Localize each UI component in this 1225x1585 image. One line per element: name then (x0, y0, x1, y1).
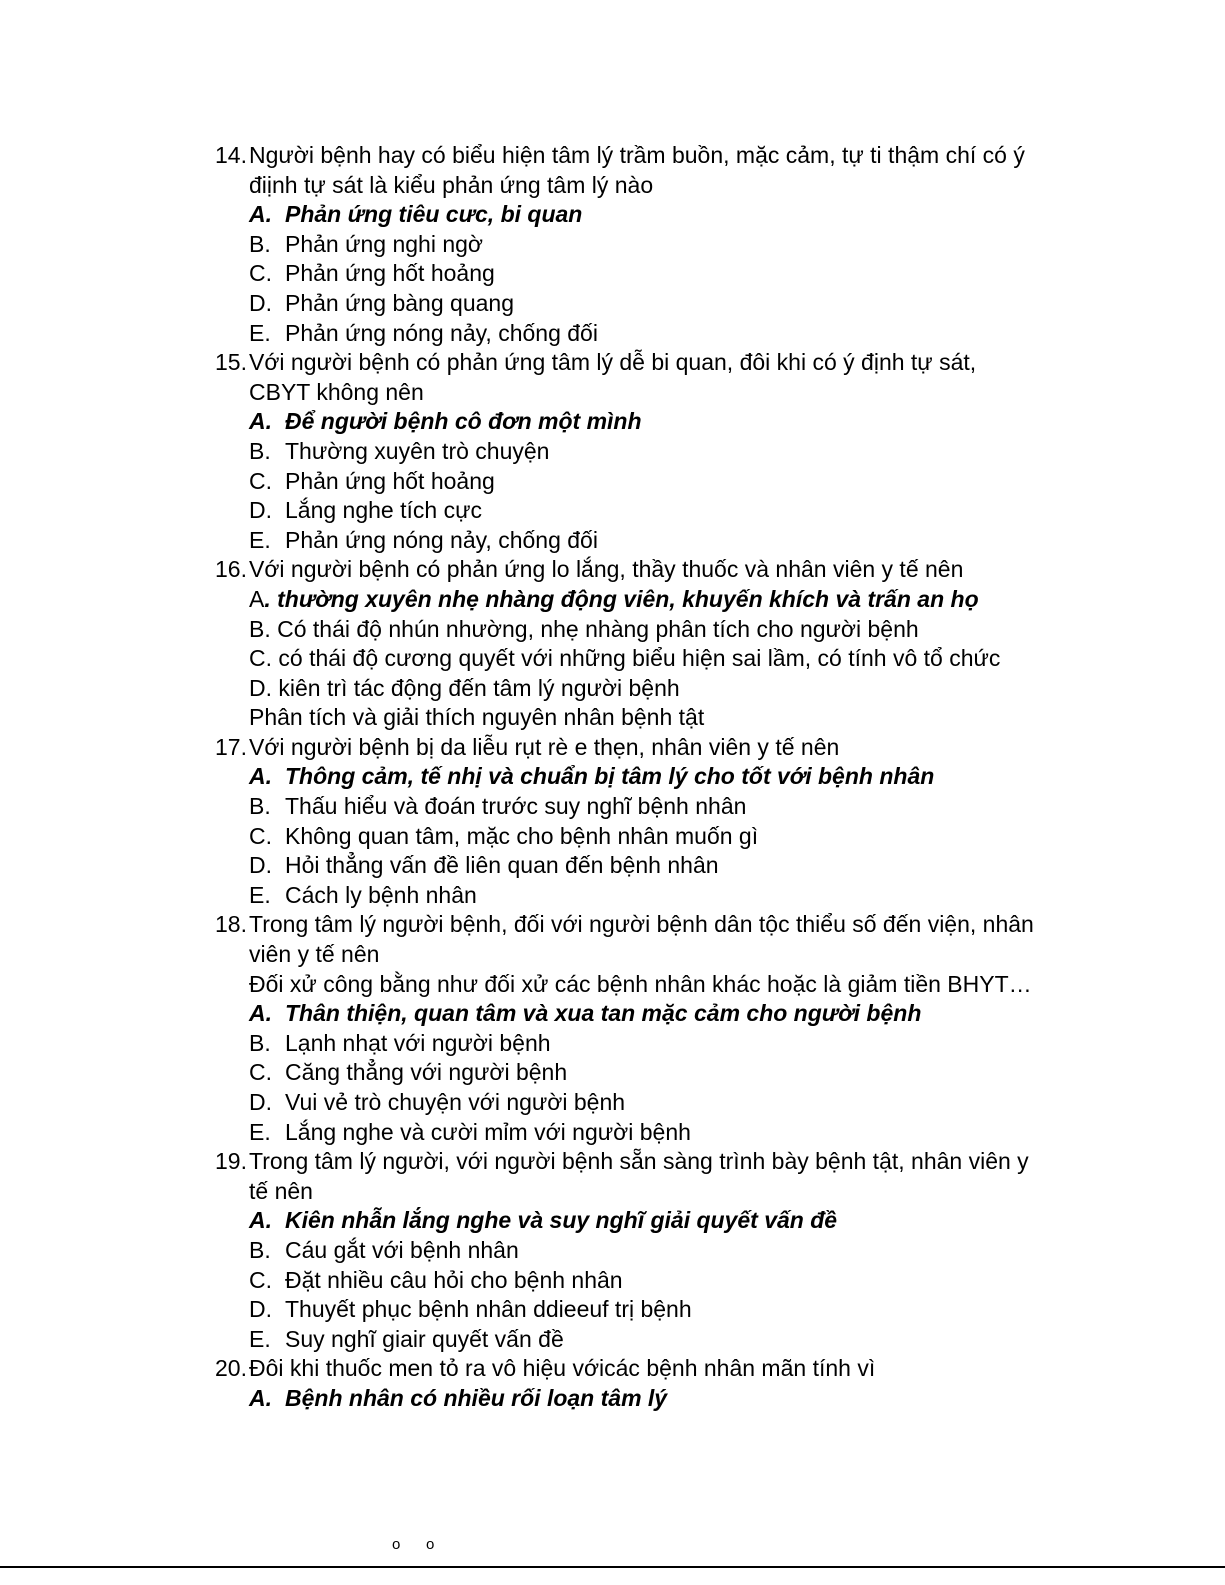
option-letter: E. (249, 1118, 271, 1145)
question-19 (215, 1147, 1075, 1206)
answer-option (215, 1236, 1075, 1266)
page-content (215, 141, 1075, 1414)
option-letter: D. (249, 289, 272, 316)
answer-option (215, 615, 1075, 645)
option-letter: C. (249, 260, 272, 287)
option-text: Vui vẻ trò chuyện với người bệnh (285, 1089, 626, 1115)
option-letter: D. (249, 1296, 272, 1323)
answer-option (215, 1088, 1075, 1118)
question-15 (215, 348, 1075, 407)
option-letter: E. (249, 526, 271, 553)
option-letter: E. (249, 881, 271, 908)
option-letter: C. (249, 467, 272, 494)
option-letter: D. (249, 497, 272, 524)
question-number: 18. (215, 911, 247, 938)
answer-option (215, 822, 1075, 852)
option-letter: C. (249, 645, 272, 672)
question-number: 14. (215, 142, 247, 168)
option-text: Thông cảm, tế nhị và chuẩn bị tâm lý cho tốt với bệnh nhân (285, 763, 935, 790)
option-letter: B. (249, 793, 271, 820)
answer-option (215, 644, 1075, 674)
option-letter: A. (249, 763, 272, 790)
option-text: . thường xuyên nhẹ nhàng động viên, khuyến khích và trấn an họ (264, 585, 979, 612)
option-text: Không quan tâm, mặc cho bệnh nhân muốn gì (285, 822, 759, 849)
option-text: Cáu gắt với bệnh nhân (285, 1236, 519, 1263)
option-text: kiên trì tác động đến tâm lý người bệnh (278, 674, 680, 701)
option-text: Phản ứng bàng quang (285, 289, 514, 316)
option-text: Kiên nhẫn lắng nghe và suy nghĩ giải quyết vấn đề (285, 1207, 838, 1234)
option-text: Phản ứng nóng nảy, chống đối (285, 526, 598, 553)
option-letter: C. (249, 1059, 272, 1086)
question-number: 20. (215, 1355, 247, 1382)
option-letter: B. (249, 437, 271, 464)
question-text: Trong tâm lý người bệnh, đối với người bệnh dân tộc thiểu số đến viện, nhân (249, 911, 1034, 938)
option-text: Lạnh nhạt với người bệnh (285, 1029, 551, 1056)
footer-mark: o (392, 1536, 403, 1553)
answer-option (215, 881, 1075, 911)
option-letter: B. (249, 230, 271, 257)
answer-option (215, 289, 1075, 319)
question-text: Với người bệnh bị da liễu rụt rè e thẹn, nhân viên y tế nên (249, 733, 840, 760)
answer-option-correct (215, 1384, 1075, 1414)
answer-option (215, 1266, 1075, 1296)
question-text: CBYT không nên (249, 378, 424, 405)
option-letter: D. (249, 1089, 272, 1115)
option-text: Thường xuyên trò chuyện (285, 437, 550, 464)
answer-option (215, 1295, 1075, 1325)
answer-option (215, 674, 1075, 704)
question-text: Đối xử công bằng như đối xử các bệnh nhân khác hoặc là giảm tiền BHYT… (249, 970, 1032, 997)
question-18 (215, 910, 1075, 999)
option-text: Căng thẳng với người bệnh (285, 1059, 568, 1086)
question-20 (215, 1354, 1075, 1384)
question-text: điịnh tự sát là kiểu phản ứng tâm lý nào (249, 171, 654, 198)
question-number: 16. (215, 556, 247, 583)
option-text: Phản ứng nghi ngờ (285, 230, 484, 257)
option-text: Đặt nhiều câu hỏi cho bệnh nhân (285, 1266, 623, 1293)
option-text: Thấu hiểu và đoán trước suy nghĩ bệnh nhân (285, 793, 747, 820)
option-letter: C. (249, 822, 272, 849)
option-text: Phản ứng hốt hoảng (285, 260, 495, 287)
question-16 (215, 555, 1075, 585)
option-letter: B. (249, 1236, 271, 1263)
question-text: Đôi khi thuốc men tỏ ra vô hiệu vớicác bệnh nhân mãn tính vì (249, 1355, 876, 1382)
answer-option-correct (215, 407, 1075, 437)
footer-marks (392, 1536, 460, 1553)
option-letter: A. (249, 1207, 272, 1234)
question-note: Phân tích và giải thích nguyên nhân bệnh tật (249, 704, 705, 731)
bottom-rule (0, 1566, 1225, 1568)
option-text: Có thái độ nhún nhường, nhẹ nhàng phân tích cho người bệnh (277, 615, 919, 642)
option-letter: E. (249, 1325, 271, 1352)
question-text: Trong tâm lý người, với người bệnh sẵn sàng trình bày bệnh tật, nhân viên y (249, 1148, 1029, 1175)
option-text: Hỏi thẳng vấn đề liên quan đến bệnh nhân (285, 852, 719, 879)
option-text: Để người bệnh cô đơn một mình (285, 408, 642, 435)
answer-option-correct (215, 999, 1075, 1029)
question-number: 15. (215, 349, 247, 376)
option-text: Lắng nghe và cười mỉm với người bệnh (285, 1118, 691, 1145)
option-letter: D. (249, 674, 272, 701)
answer-option (215, 319, 1075, 349)
answer-option (215, 1325, 1075, 1355)
option-text: Bệnh nhân có nhiều rối loạn tâm lý (285, 1384, 668, 1411)
answer-option (215, 1029, 1075, 1059)
answer-option-correct (215, 762, 1075, 792)
question-text: tế nên (249, 1177, 313, 1204)
answer-option (215, 851, 1075, 881)
question-number: 17. (215, 733, 247, 760)
option-text: có thái độ cương quyết với những biểu hiện sai lầm, có tính vô tổ chức (278, 645, 1001, 672)
option-letter: A. (249, 1384, 272, 1411)
question-text: Với người bệnh có phản ứng tâm lý dễ bi quan, đôi khi có ý định tự sát, (249, 349, 977, 376)
answer-option-correct (215, 1206, 1075, 1236)
option-letter: A (249, 585, 265, 612)
answer-option-correct (215, 585, 1075, 615)
option-letter: A. (249, 408, 272, 435)
question-text: Với người bệnh có phản ứng lo lắng, thầy thuốc và nhân viên y tế nên (249, 556, 964, 583)
question-text: viên y tế nên (249, 941, 380, 968)
option-letter: E. (249, 319, 271, 346)
answer-option (215, 1058, 1075, 1088)
footer-mark: o (426, 1536, 437, 1553)
answer-option (215, 437, 1075, 467)
option-text: Phản ứng nóng nảy, chống đối (285, 319, 598, 346)
answer-option (215, 230, 1075, 260)
answer-option (215, 259, 1075, 289)
option-text: Cách ly bệnh nhân (285, 881, 477, 908)
answer-option-correct (215, 200, 1075, 230)
option-text: Phản ứng tiêu cưc, bi quan (285, 201, 583, 228)
option-letter: B. (249, 615, 271, 642)
answer-option (215, 526, 1075, 556)
option-letter: B. (249, 1029, 271, 1056)
option-letter: A. (249, 1000, 272, 1027)
answer-option (215, 792, 1075, 822)
option-letter: D. (249, 852, 272, 879)
option-letter: C. (249, 1266, 272, 1293)
question-17 (215, 733, 1075, 763)
question-number: 19. (215, 1148, 247, 1175)
option-text: Phản ứng hốt hoảng (285, 467, 495, 494)
answer-option (215, 496, 1075, 526)
option-text: Suy nghĩ giair quyết vấn đề (285, 1325, 564, 1352)
question-14 (215, 141, 1075, 200)
answer-option (215, 467, 1075, 497)
option-text: Thân thiện, quan tâm và xua tan mặc cảm cho người bệnh (285, 1000, 922, 1027)
question-text: Người bệnh hay có biểu hiện tâm lý trầm buồn, mặc cảm, tự ti thậm chí có ý (249, 142, 1025, 168)
option-text: Lắng nghe tích cực (285, 497, 482, 524)
option-text: Thuyết phục bệnh nhân ddieeuf trị bệnh (285, 1296, 692, 1323)
option-letter: A. (249, 201, 272, 228)
answer-option (215, 1118, 1075, 1148)
